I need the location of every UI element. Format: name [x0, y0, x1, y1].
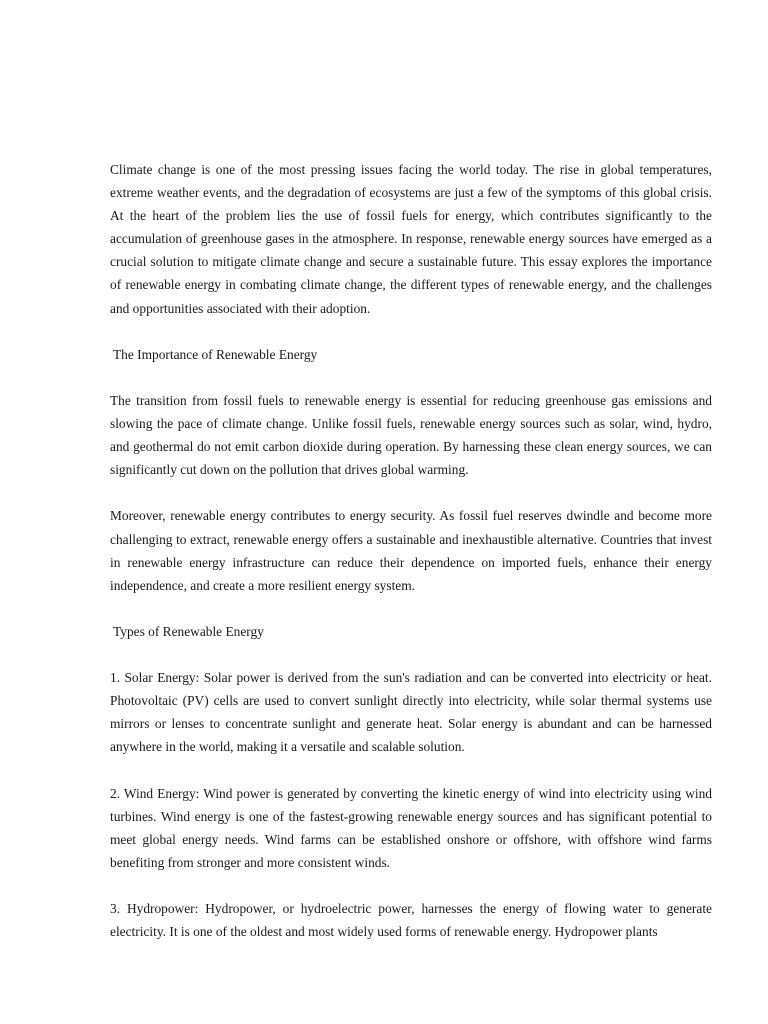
section-heading-types: Types of Renewable Energy [113, 623, 264, 639]
importance-paragraph-1: The transition from fossil fuels to renewable energy is essential for reducing greenhouse gas emissions and slowing the pace of climate change. Unlike fossil fuels, renewable energy sources such as solar, wind, hydro, and geothermal do not emit carbon dioxide during operation. By harnessing these clean energy sources, we can significantly cut down on the pollution that drives global warming. [110, 392, 712, 478]
document-page [110, 158, 712, 966]
hydropower-paragraph: 3. Hydropower: Hydropower, or hydroelectric power, harnesses the energy of flowing water to generate electricity. It is one of the oldest and most widely used forms of renewable energy. Hydropower plants [110, 901, 712, 940]
importance-paragraph-2: Moreover, renewable energy contributes to energy security. As fossil fuel reserves dwindle and become more challenging to extract, renewable energy offers a sustainable and inexhaustible alternative. Countries that invest in renewable energy infrastructure can reduce their dependence on imported fuels, enhance their energy independence, and create a more resilient energy system. [110, 508, 712, 593]
wind-energy-paragraph: 2. Wind Energy: Wind power is generated by converting the kinetic energy of wind into electricity using wind turbines. Wind energy is one of the fastest-growing renewable energy sources and has significant potential to meet global energy needs. Wind farms can be established onshore or offshore, with offshore wind farms benefiting from stronger and more consistent winds. [110, 785, 712, 870]
intro-paragraph: Climate change is one of the most pressing issues facing the world today. The rise in global temperatures, extreme weather events, and the degradation of ecosystems are just a few of the symptoms of this global crisis. At the heart of the problem lies the use of fossil fuels for energy, which contributes significantly to the accumulation of greenhouse gases in the atmosphere. In response, renewable energy sources have emerged as a crucial solution to mitigate climate change and secure a sustainable future. This essay explores the importance of renewable energy in combating climate change, the different types of renewable energy, and the challenges and opportunities associated with their adoption. [110, 162, 712, 316]
section-heading-importance: The Importance of Renewable Energy [113, 346, 318, 362]
solar-energy-paragraph: 1. Solar Energy: Solar power is derived from the sun's radiation and can be converted into electricity or heat. Photovoltaic (PV) cells are used to convert sunlight directly into electricity, while solar thermal systems use mirrors or lenses to concentrate sunlight and generate heat. Solar energy is abundant and can be harnessed anywhere in the world, making it a versatile and scalable solution. [110, 670, 712, 755]
